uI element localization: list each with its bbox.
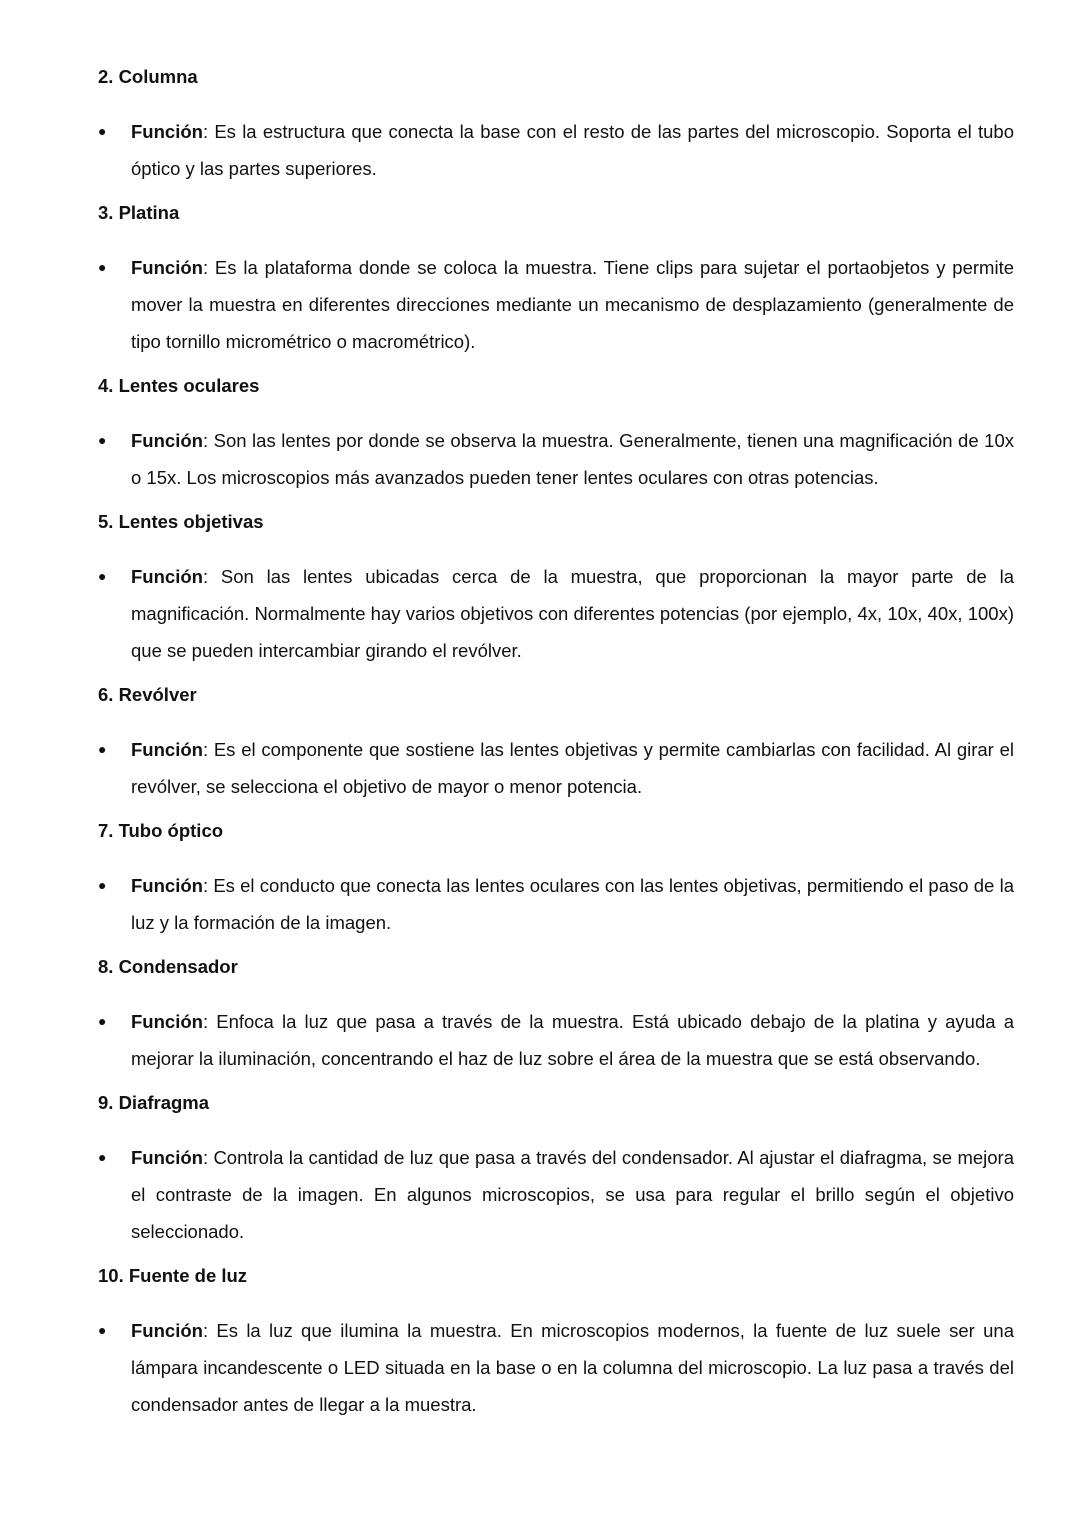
item-label: Función xyxy=(131,121,203,142)
item-text: : Es la luz que ilumina la muestra. En microscopios modernos, la fuente de luz suele ser una lámpara incandescente o LED situada en la base o en la columna del microscopio. La luz pasa a través del condensador antes de llegar a la muestra. xyxy=(131,1320,1014,1415)
item-text: : Controla la cantidad de luz que pasa a través del condensador. Al ajustar el diafragma, se mejora el contraste de la imagen. En algunos microscopios, se usa para regular el brillo según el objetivo seleccionado. xyxy=(131,1147,1014,1242)
bullet-icon: ● xyxy=(98,123,107,139)
section-lentes-oculares xyxy=(98,371,1014,496)
item-text: : Es la plataforma donde se coloca la muestra. Tiene clips para sujetar el portaobjetos y permite mover la muestra en diferentes direcciones mediante un mecanismo de desplazamiento (generalmente de tipo tornillo micrométrico o macrométrico). xyxy=(131,257,1014,352)
bullet-icon: ● xyxy=(98,877,107,893)
bullet-icon: ● xyxy=(98,259,107,275)
bullet-item xyxy=(98,1139,1014,1250)
section-heading: 4. Lentes oculares xyxy=(98,375,260,396)
section-lentes-objetivas xyxy=(98,507,1014,669)
bullet-icon: ● xyxy=(98,1149,107,1165)
bullet-item xyxy=(98,867,1014,941)
item-label: Función xyxy=(131,257,203,278)
document-page xyxy=(98,62,1014,1434)
item-label: Función xyxy=(131,430,203,451)
section-heading: 5. Lentes objetivas xyxy=(98,511,264,532)
bullet-item xyxy=(98,558,1014,669)
item-label: Función xyxy=(131,739,203,760)
section-heading: 7. Tubo óptico xyxy=(98,820,224,841)
section-platina xyxy=(98,198,1014,360)
section-heading: 9. Diafragma xyxy=(98,1092,210,1113)
bullet-icon: ● xyxy=(98,741,107,757)
section-heading: 8. Condensador xyxy=(98,956,238,977)
section-columna xyxy=(98,62,1014,187)
item-label: Función xyxy=(131,1147,203,1168)
section-heading: 2. Columna xyxy=(98,66,198,87)
bullet-item xyxy=(98,1003,1014,1077)
item-label: Función xyxy=(131,1011,203,1032)
bullet-icon: ● xyxy=(98,1013,107,1029)
bullet-item xyxy=(98,731,1014,805)
bullet-item xyxy=(98,1312,1014,1423)
bullet-item xyxy=(98,113,1014,187)
section-fuente-de-luz xyxy=(98,1261,1014,1423)
item-text: : Es el componente que sostiene las lentes objetivas y permite cambiarlas con facilidad. Al girar el revólver, se selecciona el objetivo de mayor o menor potencia. xyxy=(131,739,1014,797)
section-heading: 3. Platina xyxy=(98,202,180,223)
item-label: Función xyxy=(131,566,203,587)
section-condensador xyxy=(98,952,1014,1077)
section-tubo-optico xyxy=(98,816,1014,941)
item-text: : Es el conducto que conecta las lentes oculares con las lentes objetivas, permitiendo el paso de la luz y la formación de la imagen. xyxy=(131,875,1014,933)
section-heading: 10. Fuente de luz xyxy=(98,1265,248,1286)
section-diafragma xyxy=(98,1088,1014,1250)
bullet-icon: ● xyxy=(98,568,107,584)
item-text: : Son las lentes por donde se observa la muestra. Generalmente, tienen una magnificación de 10x o 15x. Los microscopios más avanzados pueden tener lentes oculares con otras potencias. xyxy=(131,430,1014,488)
section-heading: 6. Revólver xyxy=(98,684,197,705)
item-text: : Enfoca la luz que pasa a través de la muestra. Está ubicado debajo de la platina y ayuda a mejorar la iluminación, concentrando el haz de luz sobre el área de la muestra que se está observando. xyxy=(131,1011,1014,1069)
bullet-item xyxy=(98,422,1014,496)
item-text: : Es la estructura que conecta la base con el resto de las partes del microscopio. Soporta el tubo óptico y las partes superiores. xyxy=(131,121,1014,179)
bullet-icon: ● xyxy=(98,1322,107,1338)
bullet-icon: ● xyxy=(98,432,107,448)
item-label: Función xyxy=(131,1320,203,1341)
item-text: : Son las lentes ubicadas cerca de la muestra, que proporcionan la mayor parte de la magnificación. Normalmente hay varios objetivos con diferentes potencias (por ejemplo, 4x, 10x, 40x, 100x) que se pueden intercambiar girando el revólver. xyxy=(131,566,1014,661)
item-label: Función xyxy=(131,875,203,896)
bullet-item xyxy=(98,249,1014,360)
section-revolver xyxy=(98,680,1014,805)
